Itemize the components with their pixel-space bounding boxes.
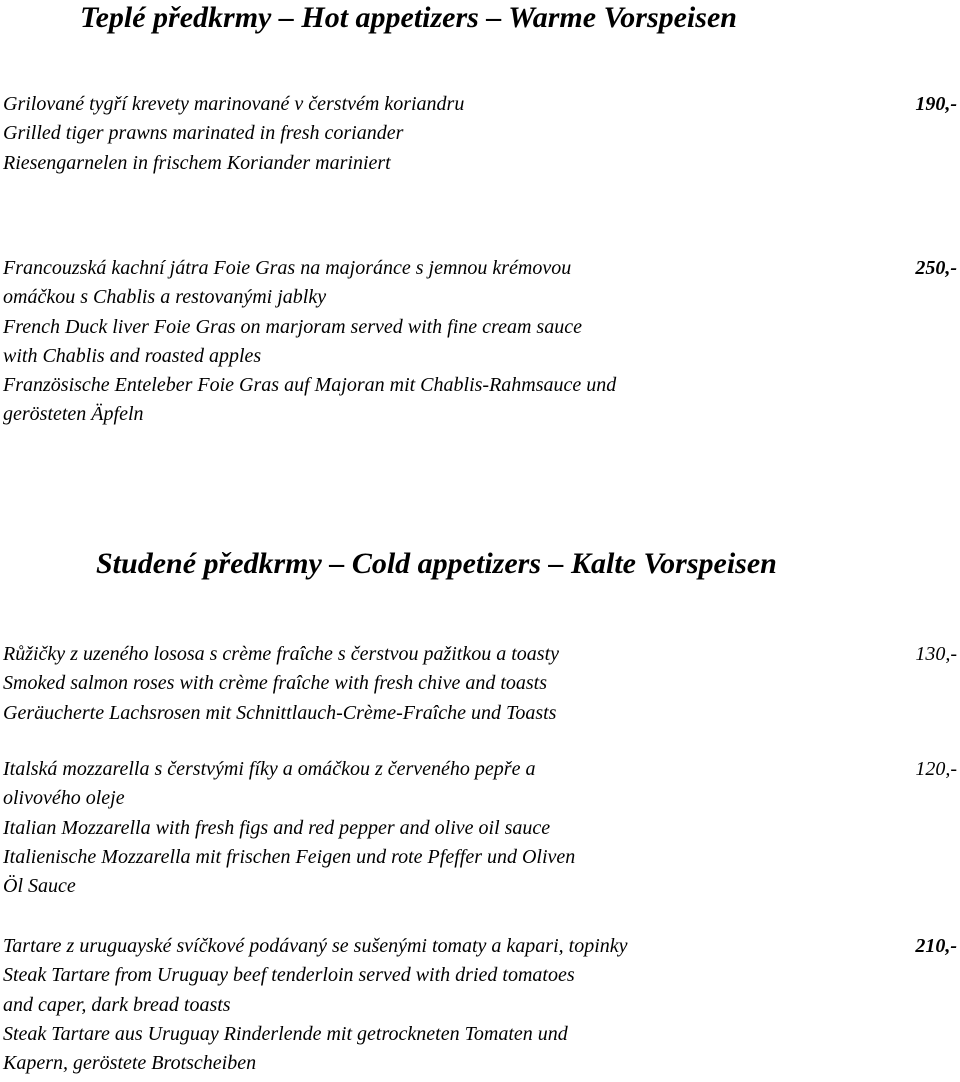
- menu-item-line-de: Steak Tartare aus Uruguay Rinderlende mit getrockneten Tomaten und: [3, 1022, 568, 1045]
- menu-item-line-de: gerösteten Äpfeln: [3, 403, 144, 426]
- menu-item-line-de: Öl Sauce: [3, 875, 76, 898]
- menu-item-line-en: and caper, dark bread toasts: [3, 993, 231, 1016]
- menu-item-line-en: Grilled tiger prawns marinated in fresh coriander: [3, 122, 404, 145]
- menu-item-description: [3, 254, 803, 430]
- menu-item-smoked-salmon-roses: [3, 640, 957, 728]
- menu-item-line-cz: Grilované tygří krevety marinované v čerstvém koriandru: [3, 93, 465, 115]
- menu-item-price: 210,-: [915, 935, 957, 957]
- section-title-cold-appetizers: Studené předkrmy – Cold appetizers – Kalte Vorspeisen: [96, 547, 777, 580]
- menu-item-description: [3, 755, 803, 901]
- menu-item-price: 190,-: [915, 93, 957, 115]
- menu-item-line-en: Smoked salmon roses with crème fraîche with fresh chive and toasts: [3, 672, 548, 695]
- menu-item-foie-gras: [3, 254, 957, 430]
- menu-item-price: 250,-: [915, 257, 957, 279]
- menu-item-line-de: Kapern, geröstete Brotscheiben: [3, 1052, 257, 1075]
- menu-item-line-cz: Francouzská kachní játra Foie Gras na majoránce s jemnou krémovou: [3, 257, 572, 279]
- menu-item-line-cz: Italská mozzarella s čerstvými fíky a omáčkou z červeného pepře a: [3, 758, 536, 780]
- menu-item-line-cz: omáčkou s Chablis a restovanými jablky: [3, 286, 327, 309]
- menu-item-line-de: Italienische Mozzarella mit frischen Feigen und rote Pfeffer und Oliven: [3, 845, 576, 868]
- menu-item-line-en: French Duck liver Foie Gras on marjoram served with fine cream sauce: [3, 315, 582, 338]
- menu-item-description: [3, 932, 803, 1078]
- menu-item-line-en: with Chablis and roasted apples: [3, 344, 262, 367]
- menu-item-description: [3, 640, 803, 728]
- menu-item-line-cz: Růžičky z uzeného lososa s crème fraîche s čerstvou pažitkou a toasty: [3, 643, 560, 665]
- menu-item-line-en: Steak Tartare from Uruguay beef tenderloin served with dried tomatoes: [3, 964, 575, 987]
- menu-item-description: [3, 90, 803, 178]
- menu-item-price: 120,-: [915, 758, 957, 780]
- menu-item-italian-mozzarella: [3, 755, 957, 901]
- menu-item-line-cz: Tartare z uruguayské svíčkové podávaný se sušenými tomaty a kapari, topinky: [3, 935, 628, 957]
- menu-item-line-de: Riesengarnelen in frischem Koriander mariniert: [3, 151, 391, 174]
- menu-item-price: 130,-: [915, 643, 957, 665]
- section-title-hot-appetizers: Teplé předkrmy – Hot appetizers – Warme Vorspeisen: [80, 1, 737, 34]
- menu-item-line-de: Geräucherte Lachsrosen mit Schnittlauch-Crème-Fraîche und Toasts: [3, 701, 557, 724]
- menu-item-line-de: Französische Enteleber Foie Gras auf Majoran mit Chablis-Rahmsauce und: [3, 374, 617, 397]
- menu-item-line-en: Italian Mozzarella with fresh figs and red pepper and olive oil sauce: [3, 816, 551, 839]
- menu-item-grilled-tiger-prawns: [3, 90, 957, 178]
- menu-item-line-cz: olivového oleje: [3, 787, 125, 810]
- menu-item-steak-tartare: [3, 932, 957, 1078]
